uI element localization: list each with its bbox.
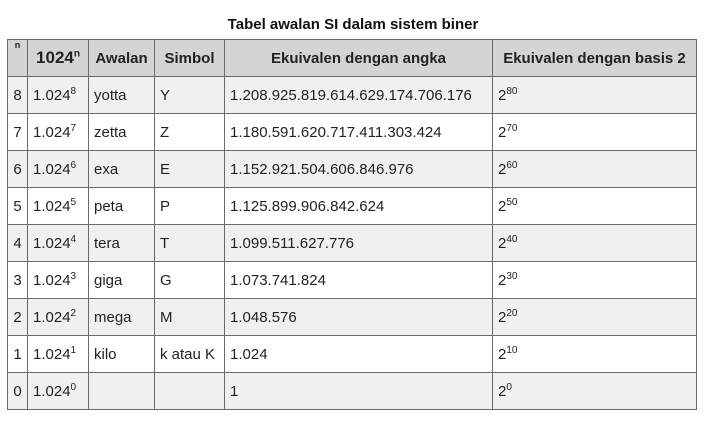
cell-basis-2-exponent: 30 — [506, 270, 518, 282]
cell-ekuivalen-angka: 1 — [225, 373, 493, 410]
cell-n: 4 — [8, 225, 28, 262]
table-row — [8, 188, 697, 225]
cell-1024-power — [28, 188, 89, 225]
cell-1024-power — [28, 77, 89, 114]
cell-basis-2-exponent: 80 — [506, 85, 518, 97]
cell-1024-base: 1.024 — [33, 234, 71, 252]
cell-basis-2-exponent: 10 — [506, 344, 518, 356]
cell-1024-base: 1.024 — [33, 382, 71, 400]
table-row — [8, 114, 697, 151]
cell-ekuivalen-angka: 1.125.899.906.842.624 — [225, 188, 493, 225]
cell-simbol: M — [155, 299, 225, 336]
cell-1024-power — [28, 373, 89, 410]
cell-1024-exponent: 2 — [70, 307, 77, 319]
cell-basis-2-base: 2 — [498, 308, 507, 326]
cell-1024-power — [28, 151, 89, 188]
cell-simbol: k atau K — [155, 336, 225, 373]
cell-basis-2-exponent: 50 — [506, 196, 518, 208]
table-row — [8, 77, 697, 114]
header-1024-exponent: n — [73, 48, 80, 60]
cell-awalan: yotta — [89, 77, 155, 114]
cell-basis-2-base: 2 — [498, 345, 507, 363]
si-binary-prefix-table — [7, 39, 697, 410]
cell-1024-exponent: 4 — [70, 233, 77, 245]
table-caption: Tabel awalan SI dalam sistem biner — [227, 16, 479, 33]
cell-simbol: T — [155, 225, 225, 262]
header-row — [8, 40, 697, 77]
cell-1024-power — [28, 114, 89, 151]
cell-ekuivalen-basis-2 — [493, 299, 697, 336]
header-ekuivalen-basis-2: Ekuivalen dengan basis 2 — [493, 40, 697, 77]
cell-simbol — [155, 373, 225, 410]
cell-1024-exponent: 3 — [70, 270, 77, 282]
cell-awalan: kilo — [89, 336, 155, 373]
table-row — [8, 262, 697, 299]
header-simbol: Simbol — [155, 40, 225, 77]
cell-n: 1 — [8, 336, 28, 373]
cell-ekuivalen-basis-2 — [493, 188, 697, 225]
header-n: n — [8, 40, 28, 77]
cell-awalan: zetta — [89, 114, 155, 151]
table-row — [8, 299, 697, 336]
cell-ekuivalen-angka: 1.099.511.627.776 — [225, 225, 493, 262]
header-ekuivalen-angka: Ekuivalen dengan angka — [225, 40, 493, 77]
table-row — [8, 225, 697, 262]
cell-1024-exponent: 1 — [70, 344, 77, 356]
cell-n: 2 — [8, 299, 28, 336]
cell-1024-power — [28, 225, 89, 262]
cell-basis-2-base: 2 — [498, 382, 507, 400]
cell-awalan: peta — [89, 188, 155, 225]
cell-basis-2-exponent: 70 — [506, 122, 518, 134]
cell-1024-base: 1.024 — [33, 308, 71, 326]
cell-ekuivalen-basis-2 — [493, 336, 697, 373]
table-row — [8, 373, 697, 410]
cell-basis-2-base: 2 — [498, 123, 507, 141]
cell-awalan: mega — [89, 299, 155, 336]
cell-basis-2-exponent: 60 — [506, 159, 518, 171]
cell-simbol: Z — [155, 114, 225, 151]
cell-1024-exponent: 5 — [70, 196, 77, 208]
cell-simbol: E — [155, 151, 225, 188]
cell-simbol: P — [155, 188, 225, 225]
cell-1024-base: 1.024 — [33, 160, 71, 178]
cell-ekuivalen-angka: 1.048.576 — [225, 299, 493, 336]
cell-1024-exponent: 6 — [70, 159, 77, 171]
cell-ekuivalen-angka: 1.152.921.504.606.846.976 — [225, 151, 493, 188]
cell-ekuivalen-basis-2 — [493, 77, 697, 114]
cell-ekuivalen-basis-2 — [493, 114, 697, 151]
cell-1024-base: 1.024 — [33, 197, 71, 215]
cell-1024-power — [28, 336, 89, 373]
cell-awalan — [89, 373, 155, 410]
cell-ekuivalen-basis-2 — [493, 373, 697, 410]
cell-awalan: giga — [89, 262, 155, 299]
cell-simbol: Y — [155, 77, 225, 114]
cell-basis-2-exponent: 40 — [506, 233, 518, 245]
cell-ekuivalen-basis-2 — [493, 151, 697, 188]
cell-n: 3 — [8, 262, 28, 299]
cell-ekuivalen-angka: 1.180.591.620.717.411.303.424 — [225, 114, 493, 151]
cell-basis-2-exponent: 20 — [506, 307, 518, 319]
cell-basis-2-base: 2 — [498, 271, 507, 289]
cell-simbol: G — [155, 262, 225, 299]
cell-1024-power — [28, 262, 89, 299]
cell-1024-exponent: 8 — [70, 85, 77, 97]
header-awalan-link[interactable]: Awalan — [89, 40, 155, 77]
cell-ekuivalen-basis-2 — [493, 225, 697, 262]
cell-basis-2-exponent: 0 — [506, 381, 512, 393]
cell-n: 8 — [8, 77, 28, 114]
cell-ekuivalen-angka: 1.024 — [225, 336, 493, 373]
cell-basis-2-base: 2 — [498, 160, 507, 178]
header-1024n — [28, 40, 89, 77]
cell-ekuivalen-angka: 1.073.741.824 — [225, 262, 493, 299]
cell-ekuivalen-angka: 1.208.925.819.614.629.174.706.176 — [225, 77, 493, 114]
cell-basis-2-base: 2 — [498, 86, 507, 104]
cell-1024-base: 1.024 — [33, 345, 71, 363]
cell-basis-2-base: 2 — [498, 234, 507, 252]
cell-1024-exponent: 7 — [70, 122, 77, 134]
cell-n: 6 — [8, 151, 28, 188]
cell-awalan: tera — [89, 225, 155, 262]
header-1024-base: 1024 — [36, 48, 74, 67]
cell-ekuivalen-basis-2 — [493, 262, 697, 299]
cell-1024-base: 1.024 — [33, 271, 71, 289]
cell-1024-base: 1.024 — [33, 123, 71, 141]
table-row — [8, 151, 697, 188]
cell-awalan: exa — [89, 151, 155, 188]
cell-n: 7 — [8, 114, 28, 151]
cell-basis-2-base: 2 — [498, 197, 507, 215]
cell-1024-exponent: 0 — [70, 381, 77, 393]
cell-n: 5 — [8, 188, 28, 225]
cell-1024-power — [28, 299, 89, 336]
cell-n: 0 — [8, 373, 28, 410]
table-row — [8, 336, 697, 373]
cell-1024-base: 1.024 — [33, 86, 71, 104]
